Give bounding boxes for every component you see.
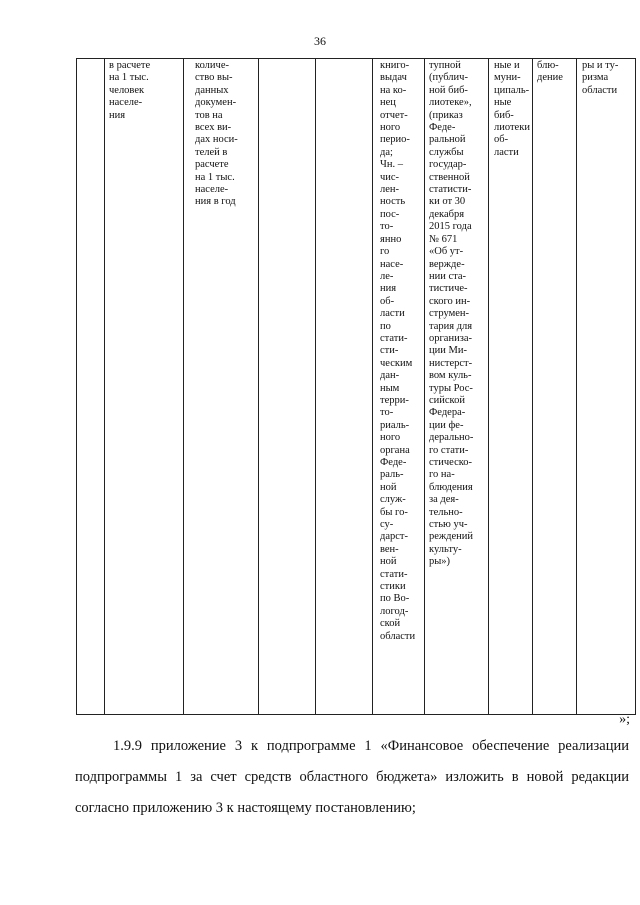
column-divider bbox=[532, 59, 533, 714]
column-divider bbox=[424, 59, 425, 714]
column-divider bbox=[488, 59, 489, 714]
column-divider bbox=[372, 59, 373, 714]
table-border-right bbox=[635, 59, 636, 714]
cell-method: блю- дение bbox=[537, 60, 563, 84]
paragraph-line-2: подпрограммы 1 за счет средств областного бюджета» изложить в новой редакции bbox=[75, 769, 629, 785]
indicator-table bbox=[76, 58, 636, 715]
cell-indicator-definition: количе- ство вы- данных докумен- тов на всех ви- дах носи- телей в расчете на 1 тыс. населе- ния в год bbox=[195, 60, 238, 208]
column-divider bbox=[104, 59, 105, 714]
column-divider bbox=[315, 59, 316, 714]
cell-unit-per-thousand: в расчете на 1 тыс. человек населе- ния bbox=[109, 60, 151, 121]
cell-libraries: ные и муни- ципаль- ные биб- лиотеки об- ласти bbox=[494, 60, 530, 158]
table-border-left bbox=[76, 59, 77, 714]
cell-formula-explanation: книго- выдач на ко- нец отчет- ного перио- да; Чн. – чис- лен- ность пос- то- янно го насе- ле- ния об- ласти по стати- сти- ческим дан- ным терри- то- риаль- ного органа Феде- раль- ной служ- бы го- су- дарст- вен- ной стати- стики по Во- логод- ской области bbox=[380, 60, 416, 642]
column-divider bbox=[258, 59, 259, 714]
closing-quote: »; bbox=[619, 712, 630, 727]
page-number: 36 bbox=[314, 34, 326, 48]
cell-responsible-department: ры и ту- ризма области bbox=[582, 60, 619, 96]
paragraph-line-3: согласно приложению 3 к настоящему постановлению; bbox=[75, 800, 416, 816]
column-divider bbox=[183, 59, 184, 714]
paragraph-line-1: 1.9.9 приложение 3 к подпрограмме 1 «Финансовое обеспечение реализации bbox=[113, 738, 629, 754]
cell-data-source: тупной (публич- ной биб- лиотеке», (приказ Феде- ральной службы государ- ственной статисти- ки от 30 декабря 2015 года № 671 «Об ут- вержде- нии ста- тистиче- ского ин- струмен- тария для организа- ции Ми- нистерст- вом куль- туры Рос- сийской Федера- ции фе- дерально- го стати- стическо- го на- блюдения за дея- тельно- стью уч- реждений культу- ры») bbox=[429, 60, 474, 568]
column-divider bbox=[576, 59, 577, 714]
